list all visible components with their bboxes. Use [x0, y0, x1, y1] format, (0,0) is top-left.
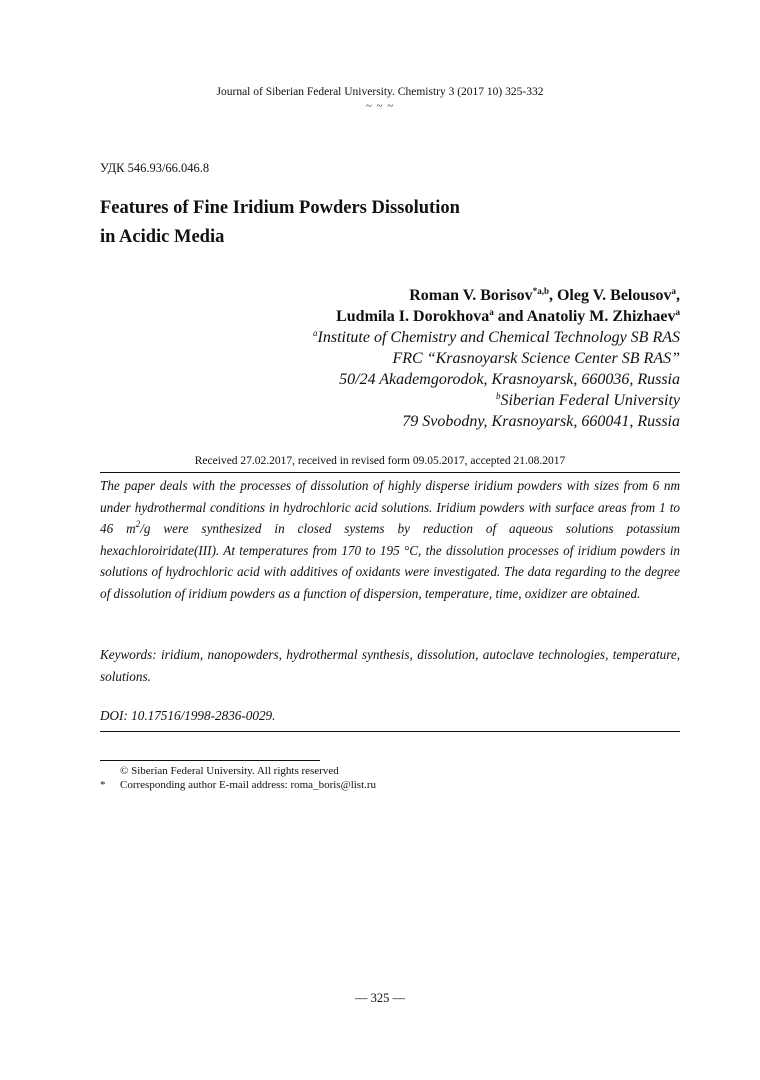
- author-sup: a: [671, 286, 676, 296]
- header-ornament: ~ ~ ~: [365, 100, 395, 112]
- author-name: Roman V. Borisov: [409, 287, 533, 304]
- title-line-2: in Acidic Media: [100, 227, 225, 247]
- author-name: Ludmila I. Dorokhova: [336, 308, 490, 325]
- abstract-bottom-rule: [100, 731, 680, 732]
- abstract-sup: 2: [135, 519, 141, 529]
- page-number: — 325 —: [355, 991, 405, 1005]
- author-and: and: [497, 308, 524, 325]
- affiliation-line: FRC “Krasnoyarsk Science Center SB RAS”: [392, 350, 680, 367]
- footnote-copyright: [100, 764, 339, 779]
- affiliation-line: 50/24 Akademgorodok, Krasnoyarsk, 660036, Russia: [339, 371, 680, 388]
- footnote-rule: [100, 760, 320, 761]
- affiliation-text: Siberian Federal University: [500, 392, 680, 409]
- author-sup: *a,b: [532, 286, 549, 296]
- affiliation-sup: a: [313, 328, 318, 338]
- footnote-star: *: [100, 779, 106, 791]
- affiliation-line: [313, 390, 680, 411]
- affiliations: [313, 327, 680, 432]
- author-sup: a: [489, 307, 494, 317]
- footnote-text: Corresponding author E-mail address: roma_boris@list.ru: [120, 779, 377, 791]
- abstract-text: The paper deals with the processes of dissolution of highly disperse iridium powders with sizes from 6 nm under hydrothermal conditions in hydrochloric acid solutions. Iridium powders with surface areas from 1 to 46 m: [100, 478, 680, 536]
- journal-header: Journal of Siberian Federal University. Chemistry 3 (2017 10) 325-332: [216, 86, 544, 98]
- author-name: Oleg V. Belousov: [556, 287, 672, 304]
- author-sup: a: [675, 307, 680, 317]
- title-line-1: Features of Fine Iridium Powders Dissolution: [100, 198, 460, 218]
- doi[interactable]: DOI: 10.17516/1998-2836-0029.: [100, 708, 276, 723]
- keywords: Keywords: iridium, nanopowders, hydrothermal synthesis, dissolution, autoclave technologies, temperature, solutions.: [100, 647, 680, 684]
- abstract-text: /g were synthesized in closed systems by reduction of aqueous solutions potassium hexachloroiridate(III). At temperatures from 170 to 195 °C, the dissolution processes of iridium powders in solutions of hydrochloric acid with additives of oxidants were investigated. The data regarding to the degree of dissolution of iridium powders as a function of dispersion, temperature, time, oxidizer are obtained.: [100, 521, 680, 601]
- received-dates: Received 27.02.2017, received in revised form 09.05.2017, accepted 21.08.2017: [194, 455, 566, 467]
- affiliation-sup: b: [495, 391, 501, 401]
- footnote-text: © Siberian Federal University. All rights reserved: [120, 765, 339, 777]
- author-name: Anatoliy M. Zhizhaev: [526, 308, 676, 325]
- authors-line-1: Roman V. Borisov$^{*a,b}$, Oleg V. Belousov$^a$,: [409, 286, 680, 304]
- authors-line-2: [336, 306, 680, 327]
- paper-title: [100, 194, 460, 252]
- footnote-corresponding: [100, 778, 376, 793]
- affiliation-line: [313, 327, 680, 348]
- abstract: [100, 475, 680, 604]
- abstract-top-rule: [100, 472, 680, 473]
- affiliation-text: Institute of Chemistry and Chemical Technology SB RAS: [317, 329, 680, 346]
- affiliation-line: 79 Svobodny, Krasnoyarsk, 660041, Russia: [402, 413, 680, 430]
- author-list: [336, 285, 680, 327]
- udk-code: УДК 546.93/66.046.8: [100, 161, 210, 175]
